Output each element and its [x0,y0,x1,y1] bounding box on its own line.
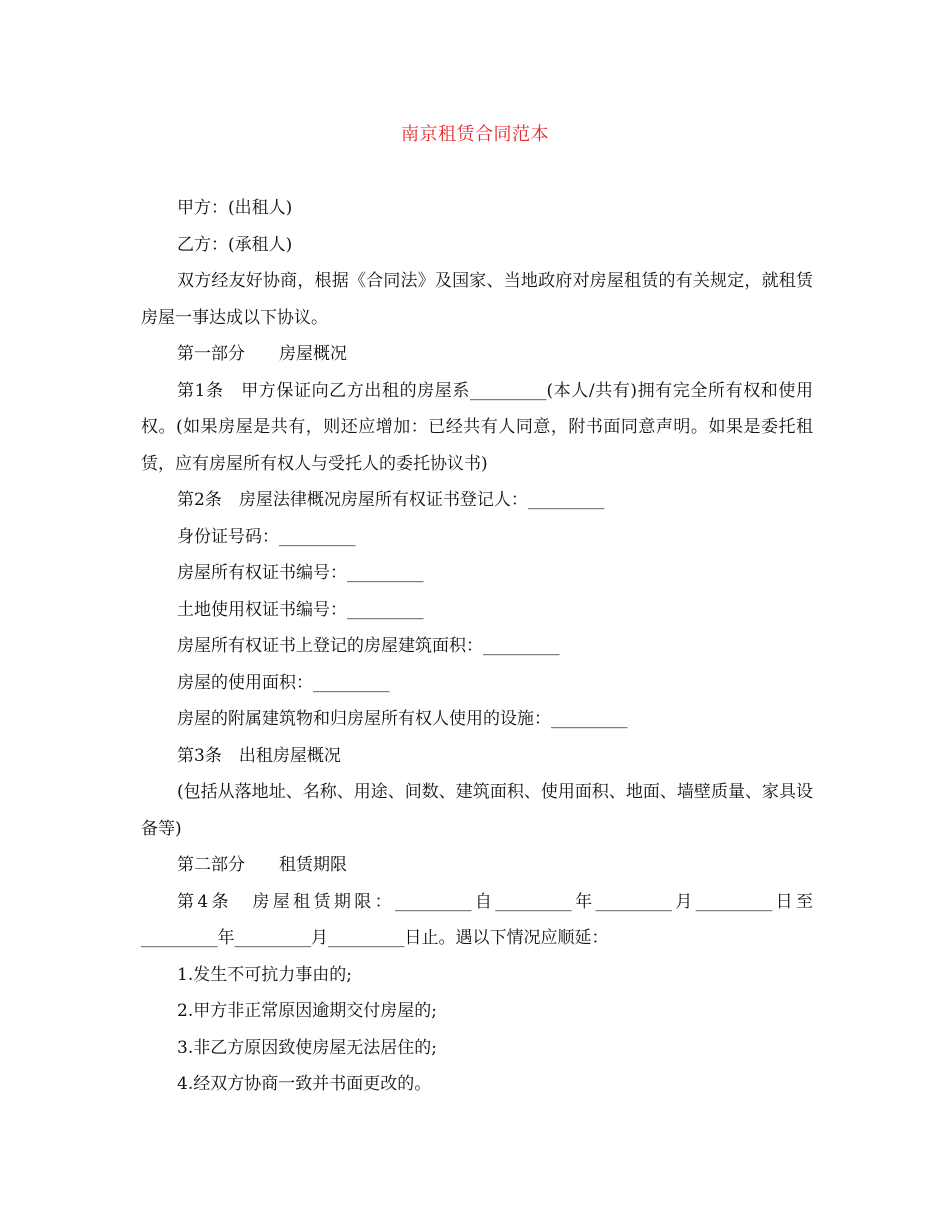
document-title: 南京租赁合同范本 [401,124,549,145]
form-field-line: 房屋所有权证书编号：_________ [177,563,424,583]
document-body [141,190,813,1103]
party-b-line: 乙方：(承租人) [177,234,293,255]
list-item: 4.经双方协商一致并书面更改的。 [177,1074,432,1094]
body-paragraph: (包括从落地址、名称、用途、间数、建筑面积、使用面积、地面、墙壁质量、家具设备等) [141,782,813,839]
article-paragraph: 第3条 出租房屋概况 [177,745,341,766]
form-field-line: 房屋的附属建筑物和归房屋所有权人使用的设施：_________ [177,709,628,729]
list-item: 1.发生不可抗力事由的; [177,964,352,985]
preamble-paragraph: 双方经友好协商，根据《合同法》及国家、当地政府对房屋租赁的有关规定，就租赁房屋一事达成以下协议。 [141,271,813,328]
article-paragraph: 第4条 房屋租赁期限：_________自_________年_________月_________日至_________年_________月_________日止。遇以下情况应顺延： [141,891,813,948]
list-item: 2.甲方非正常原因逾期交付房屋的; [177,1001,437,1021]
form-field-line: 身份证号码：_________ [177,526,356,547]
form-field-line: 土地使用权证书编号：_________ [177,599,424,620]
section-heading: 第二部分 租赁期限 [177,855,347,875]
form-field-line: 房屋所有权证书上登记的房屋建筑面积：_________ [177,636,560,656]
section-heading: 第一部分 房屋概况 [177,344,347,364]
party-a-line: 甲方：(出租人) [177,198,293,218]
list-item: 3.非乙方原因致使房屋无法居住的; [177,1037,437,1058]
article-paragraph: 第1条 甲方保证向乙方出租的房屋系_________(本人/共有)拥有完全所有权和使用权。(如果房屋是共有，则还应增加：已经共有人同意，附书面同意声明。如果是委托租赁，应有房屋所有权人与受托人的委托协议书) [141,380,813,474]
form-field-line: 房屋的使用面积：_________ [177,672,390,693]
article-paragraph: 第2条 房屋法律概况房屋所有权证书登记人：_________ [177,490,605,510]
